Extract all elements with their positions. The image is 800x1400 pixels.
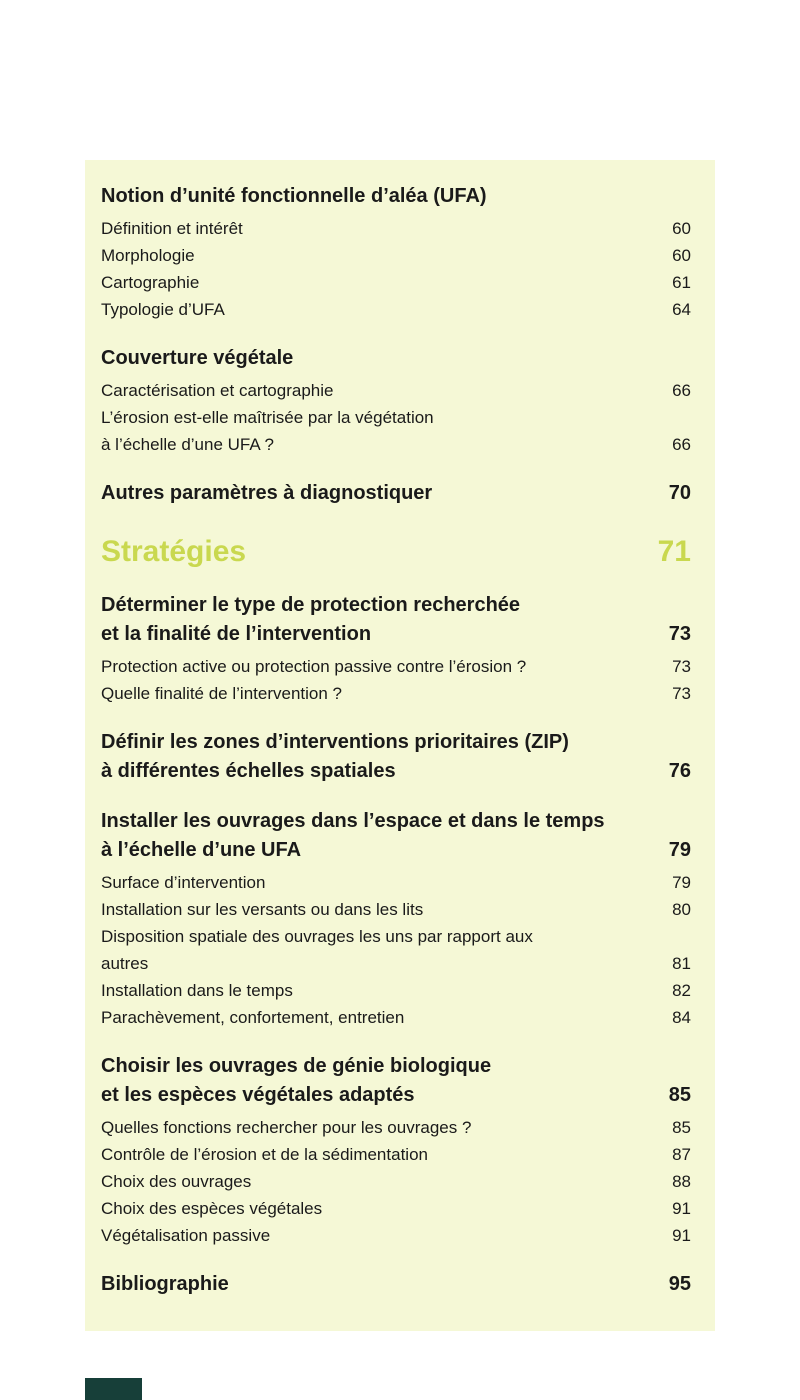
toc-entry-label: Définir les zones d’interventions prioritaires (ZIP) à différentes échelles spatiales bbox=[101, 731, 569, 782]
toc-entry bbox=[101, 807, 691, 865]
toc-entry-label: Déterminer le type de protection recherchée et la finalité de l’intervention bbox=[101, 594, 521, 645]
toc-entry-label: Notion d’unité fonctionnelle d’aléa (UFA) bbox=[101, 185, 487, 207]
toc-entry-page-number: 84 bbox=[672, 1008, 691, 1027]
toc-entry bbox=[101, 296, 691, 323]
toc-entry-page-number: 85 bbox=[668, 1084, 691, 1106]
toc-entry-label: Bibliographie bbox=[101, 1273, 229, 1295]
toc-entry-label: Morphologie bbox=[101, 246, 195, 265]
toc-entry-page-number: 79 bbox=[672, 873, 691, 892]
toc-list bbox=[101, 182, 691, 1299]
toc-entry bbox=[101, 1195, 691, 1222]
toc-entry-page-number: 60 bbox=[672, 219, 691, 238]
table-of-contents-panel bbox=[85, 160, 715, 1331]
toc-entry-label: Installation sur les versants ou dans les lits bbox=[101, 900, 424, 919]
toc-entry-page-number: 91 bbox=[672, 1226, 691, 1245]
toc-entry-page-number: 70 bbox=[668, 482, 691, 504]
toc-entry bbox=[101, 215, 691, 242]
toc-entry bbox=[101, 269, 691, 296]
toc-entry-page-number: 82 bbox=[672, 981, 691, 1000]
toc-entry bbox=[101, 1222, 691, 1249]
toc-entry bbox=[101, 1270, 691, 1299]
toc-entry-label: Protection active ou protection passive contre l’érosion ? bbox=[101, 657, 527, 676]
toc-entry-label: Parachèvement, confortement, entretien bbox=[101, 1008, 405, 1027]
toc-entry-page-number: 73 bbox=[668, 623, 691, 645]
toc-entry bbox=[101, 1168, 691, 1195]
toc-entry-page-number: 71 bbox=[657, 535, 691, 568]
toc-entry-page-number: 61 bbox=[672, 273, 691, 292]
toc-entry-label: Installation dans le temps bbox=[101, 981, 293, 1000]
toc-entry bbox=[101, 896, 691, 923]
toc-entry-label: Quelle finalité de l’intervention ? bbox=[101, 684, 342, 703]
toc-entry-page-number: 66 bbox=[672, 381, 691, 400]
toc-entry-page-number: 60 bbox=[672, 246, 691, 265]
toc-entry-label: Installer les ouvrages dans l’espace et dans le temps à l’échelle d’une UFA bbox=[101, 810, 605, 861]
toc-entry-label: Caractérisation et cartographie bbox=[101, 381, 334, 400]
toc-entry-label: Végétalisation passive bbox=[101, 1226, 271, 1245]
toc-entry bbox=[101, 653, 691, 680]
toc-entry bbox=[101, 680, 691, 707]
toc-entry-label: L’érosion est-elle maîtrisée par la végétation à l’échelle d’une UFA ? bbox=[101, 408, 434, 454]
toc-entry-page-number: 85 bbox=[672, 1118, 691, 1137]
toc-entry bbox=[101, 377, 691, 404]
toc-entry-page-number: 73 bbox=[672, 684, 691, 703]
toc-entry-label: Surface d’intervention bbox=[101, 873, 266, 892]
toc-entry-label: Autres paramètres à diagnostiquer bbox=[101, 482, 433, 504]
toc-entry-label: Choisir les ouvrages de génie biologique et les espèces végétales adaptés bbox=[101, 1055, 492, 1106]
toc-entry bbox=[101, 404, 691, 458]
toc-entry bbox=[101, 1004, 691, 1031]
toc-entry bbox=[101, 242, 691, 269]
toc-entry bbox=[101, 1114, 691, 1141]
toc-entry bbox=[101, 344, 691, 373]
toc-entry bbox=[101, 182, 691, 211]
toc-entry bbox=[101, 534, 691, 570]
toc-entry-page-number: 64 bbox=[672, 300, 691, 319]
toc-entry-page-number: 66 bbox=[672, 435, 691, 454]
toc-entry bbox=[101, 977, 691, 1004]
toc-entry bbox=[101, 869, 691, 896]
toc-entry-page-number: 73 bbox=[672, 657, 691, 676]
toc-entry-page-number: 79 bbox=[668, 839, 691, 861]
toc-entry-label: Quelles fonctions rechercher pour les ouvrages ? bbox=[101, 1118, 472, 1137]
toc-entry-page-number: 80 bbox=[672, 900, 691, 919]
toc-entry-label: Choix des espèces végétales bbox=[101, 1199, 323, 1218]
toc-entry-label: Disposition spatiale des ouvrages les uns par rapport aux autres bbox=[101, 927, 533, 973]
toc-entry-label: Couverture végétale bbox=[101, 347, 294, 369]
toc-entry-page-number: 88 bbox=[672, 1172, 691, 1191]
toc-entry-label: Stratégies bbox=[101, 535, 247, 568]
toc-entry-page-number: 95 bbox=[668, 1273, 691, 1295]
toc-entry-page-number: 81 bbox=[672, 954, 691, 973]
toc-entry bbox=[101, 923, 691, 977]
toc-entry bbox=[101, 728, 691, 786]
toc-entry bbox=[101, 479, 691, 508]
toc-entry bbox=[101, 591, 691, 649]
page-corner-tab bbox=[85, 1378, 142, 1400]
toc-entry bbox=[101, 1052, 691, 1110]
toc-entry-page-number: 87 bbox=[672, 1145, 691, 1164]
toc-entry-label: Typologie d’UFA bbox=[101, 300, 225, 319]
toc-entry bbox=[101, 1141, 691, 1168]
toc-entry-label: Définition et intérêt bbox=[101, 219, 243, 238]
toc-entry-page-number: 91 bbox=[672, 1199, 691, 1218]
toc-entry-label: Contrôle de l’érosion et de la sédimentation bbox=[101, 1145, 428, 1164]
toc-entry-page-number: 76 bbox=[668, 760, 691, 782]
toc-entry-label: Cartographie bbox=[101, 273, 200, 292]
toc-entry-label: Choix des ouvrages bbox=[101, 1172, 252, 1191]
